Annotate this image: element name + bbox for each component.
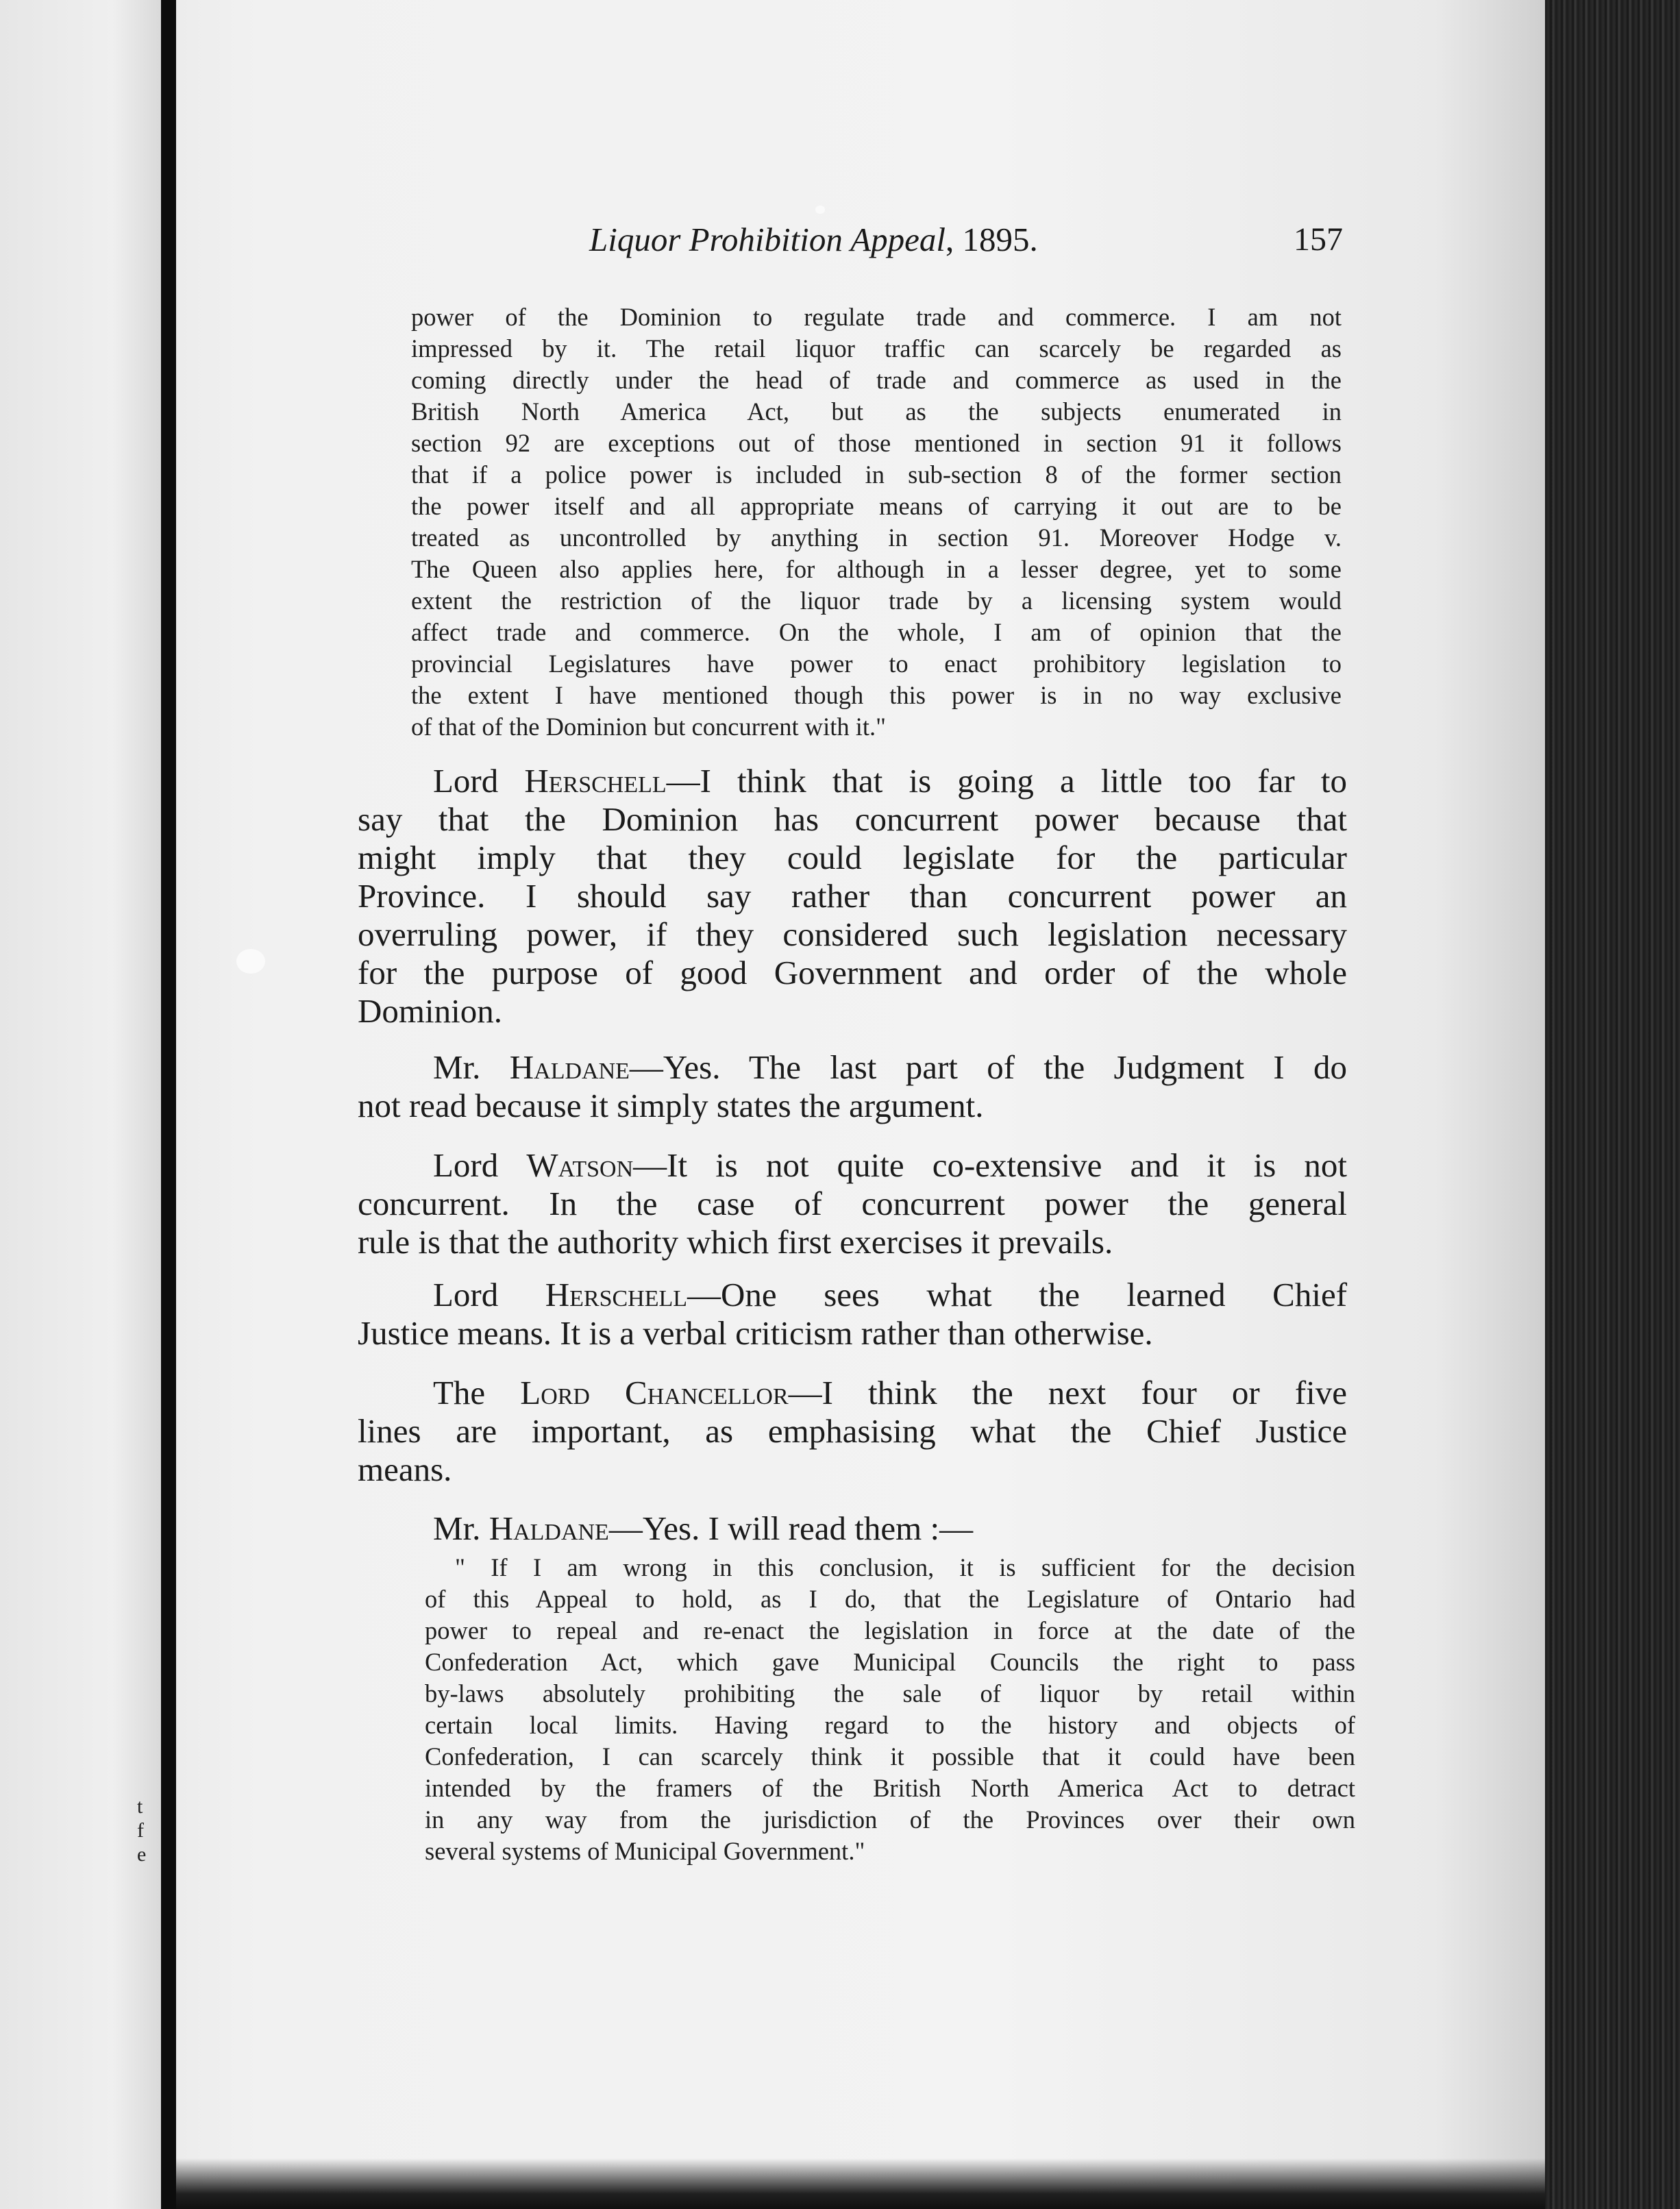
quote-line: section 92 are exceptions out of those mentioned in section 91 it follows [411,429,1342,457]
quote-line: by-laws absolutely prohibiting the sale of liquor by retail within [425,1679,1355,1707]
speaker-name: Haldane [509,1048,630,1086]
quote-line: certain local limits. Having regard to the history and objects of [425,1711,1355,1739]
speech-text: —Yes. The last part of the Judgment I do [629,1048,1347,1086]
speech-haldane-2 [358,1509,1347,1548]
quote-line: of that of the Dominion but concurrent with it." [411,713,887,741]
quote-line: treated as uncontrolled by anything in section 91. Moreover Hodge v. [411,523,1342,552]
speech-line: means. [358,1451,452,1488]
scan-speck [815,206,825,214]
quote-line: of this Appeal to hold, as I do, that the Legislature of Ontario had [425,1585,1355,1613]
running-year: , 1895. [945,221,1038,258]
running-head [589,219,1343,260]
quote-line: provincial Legislatures have power to enact prohibitory legislation to [411,650,1342,678]
speech-text: —It is not quite co-extensive and it is not [633,1146,1347,1184]
quote-line: power of the Dominion to regulate trade and commerce. I am not [411,303,1342,331]
quoted-judgment-continued [411,301,1342,743]
speech-text: —One sees what the learned Chief [687,1276,1348,1313]
speaker-title: Lord [433,1276,499,1313]
scan-shadow [176,2158,1545,2209]
speaker-name: Haldane [489,1509,609,1547]
facing-page-margin-mark: e [137,1843,147,1866]
speech-line [358,1509,1347,1548]
speech-line: say that the Dominion has concurrent power because that [358,800,1347,838]
speech-line: lines are important, as emphasising what the Chief Justice [358,1412,1347,1450]
speech-lord-chancellor [358,1374,1347,1489]
speech-herschell-2 [358,1276,1347,1353]
facing-page [0,0,161,2209]
speaker-name: Herschell [545,1276,688,1313]
speech-line: Justice means. It is a verbal criticism rather than otherwise. [358,1314,1153,1352]
quote-line: British North America Act, but as the subjects enumerated in [411,397,1342,425]
speaker-title: Mr. [433,1048,481,1086]
quote-line: intended by the framers of the British North America Act to detract [425,1774,1355,1802]
speech-line: might imply that they could legislate for the particular [358,839,1347,876]
speaker-name: Herschell [524,762,667,800]
quote-line: The Queen also applies here, for although in a lesser degree, yet to some [411,555,1342,583]
quote-line: coming directly under the head of trade and commerce as used in the [411,366,1342,394]
page-edges [1545,0,1680,2209]
quote-line: extent the restriction of the liquor trade by a licensing system would [411,587,1342,615]
quote-line: in any way from the jurisdiction of the Provinces over their own [425,1805,1355,1834]
speech-line [358,1048,1347,1087]
facing-page-margin-mark: f [137,1819,144,1842]
speaker-title: Lord [433,1146,499,1184]
quote-line: Confederation, I can scarcely think it possible that it could have been [425,1742,1355,1770]
speech-line: overruling power, if they considered such legislation necessary [358,915,1347,953]
speech-text: —I think the next four or five [788,1374,1347,1411]
quote-line: the extent I have mentioned though this power is in no way exclusive [411,681,1342,709]
quote-line: " If I am wrong in this conclusion, it is sufficient for the decision [455,1553,1355,1581]
speaker-name: Lord Chancellor [520,1374,789,1411]
speech-line [358,1374,1347,1412]
quote-line: that if a police power is included in sub-section 8 of the former section [411,460,1342,489]
speech-text: —Yes. I will read them :— [608,1509,974,1547]
speech-line [358,762,1347,800]
speech-watson [358,1146,1347,1261]
quote-line: the power itself and all appropriate means of carrying it out are to be [411,492,1342,520]
speech-line: Dominion. [358,992,502,1030]
speech-text: —I think that is going a little too far to [666,762,1348,800]
quote-line: power to repeal and re-enact the legislation in force at the date of the [425,1616,1355,1644]
book-gutter [161,0,176,2209]
speech-line: rule is that the authority which first exercises it prevails. [358,1223,1113,1261]
speech-line [358,1276,1347,1314]
speech-line: concurrent. In the case of concurrent power the general [358,1185,1347,1222]
quote-line: Confederation Act, which gave Municipal Councils the right to pass [425,1648,1355,1676]
speech-line: not read because it simply states the argument. [358,1087,984,1124]
running-title: Liquor Prohibition Appeal [589,221,946,258]
quote-line: impressed by it. The retail liquor traffic can scarcely be regarded as [411,334,1342,362]
speech-haldane-1 [358,1048,1347,1125]
speech-herschell-1 [358,762,1347,1031]
page-number: 157 [1294,221,1343,258]
scan-speck [236,949,265,974]
quote-line: several systems of Municipal Government." [425,1837,865,1865]
speaker-title: The [433,1374,486,1411]
quoted-judgment-extract [425,1552,1355,1867]
facing-page-margin-mark: t [137,1795,143,1818]
speaker-title: Mr. [433,1509,481,1547]
speech-line [358,1146,1347,1185]
quote-line: affect trade and commerce. On the whole, I am of opinion that the [411,618,1342,646]
speech-line: for the purpose of good Government and order of the whole [358,954,1347,991]
speaker-title: Lord [433,762,499,800]
speech-line: Province. I should say rather than concurrent power an [358,877,1347,915]
speaker-name: Watson [526,1146,634,1184]
